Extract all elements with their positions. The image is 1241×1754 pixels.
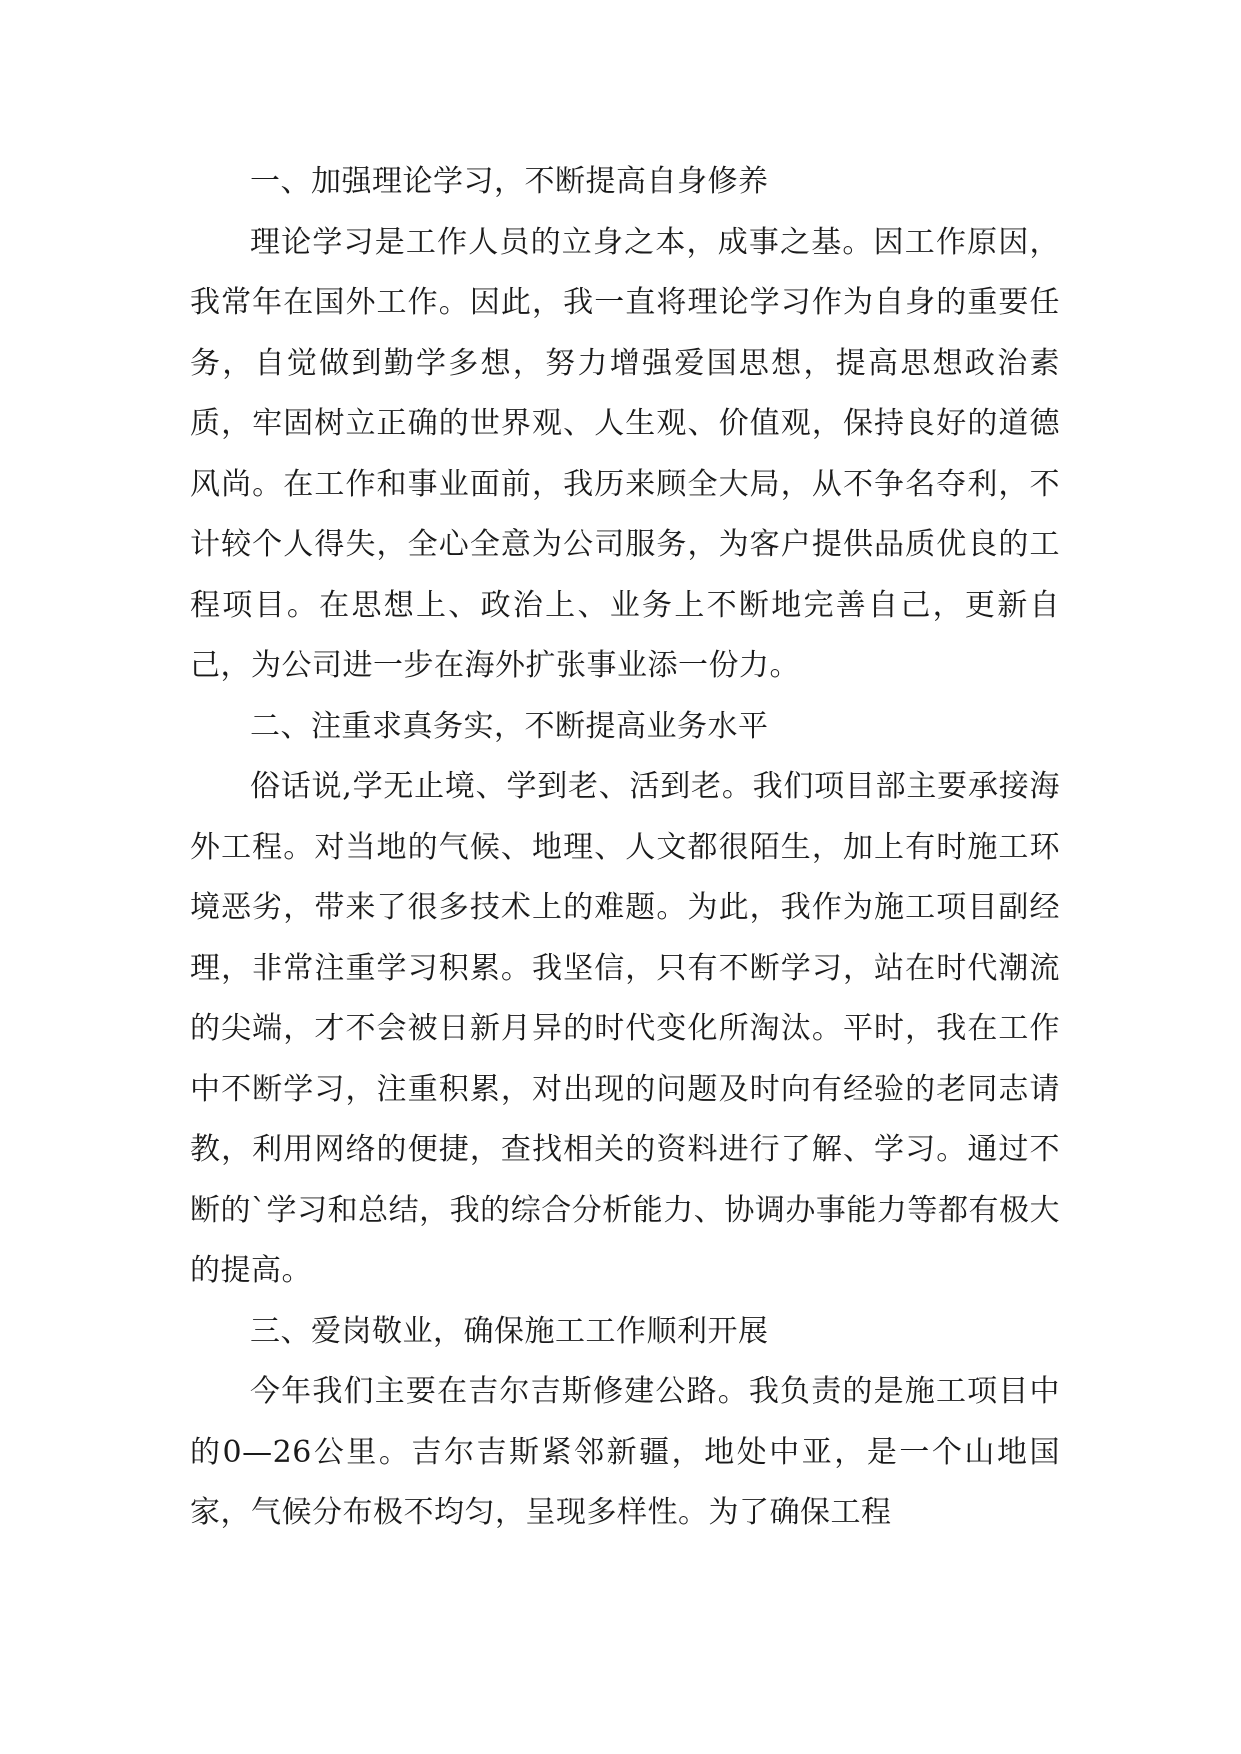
section-heading-2: 二、注重求真务实，不断提高业务水平 — [250, 708, 769, 744]
section-paragraph-1: 理论学习是工作人员的立身之本，成事之基。因工作原因，我常年在国外工作。因此，我一直将理论学习作为自身的重要任务，自觉做到勤学多想，努力增强爱国思想，提高思想政治素质，牢固树立正确的世界观、人生观、价值观，保持良好的道德风尚。在工作和事业面前，我历来顾全大局，从不争名夺利，不计较个人得失，全心全意为公司服务，为客户提供品质优良的工程项目。在思想上、政治上、业务上不断地完善自己，更新自己，为公司进一步在海外扩张事业添一份力。 — [190, 224, 1060, 683]
section-paragraph-2: 俗话说,学无止境、学到老、活到老。我们项目部主要承接海外工程。对当地的气候、地理、人文都很陌生，加上有时施工环境恶劣，带来了很多技术上的难题。为此，我作为施工项目副经理，非常注重学习积累。我坚信，只有不断学习，站在时代潮流的尖端，才不会被日新月异的时代变化所淘汰。平时，我在工作中不断学习，注重积累，对出现的问题及时向有经验的老同志请教，利用网络的便捷，查找相关的资料进行了解、学习。通过不断的`学习和总结，我的综合分析能力、协调办事能力等都有极大的提高。 — [190, 769, 1060, 1288]
section-paragraph-3: 今年我们主要在吉尔吉斯修建公路。我负责的是施工项目中的0—26公里。吉尔吉斯紧邻新疆，地处中亚，是一个山地国家，气候分布极不均匀，呈现多样性。为了确保工程 — [190, 1374, 1060, 1530]
document-body — [190, 152, 1060, 1544]
section-heading-1: 一、加强理论学习，不断提高自身修养 — [250, 164, 769, 199]
section-heading-3: 三、爱岗敬业，确保施工工作顺利开展 — [250, 1313, 769, 1349]
